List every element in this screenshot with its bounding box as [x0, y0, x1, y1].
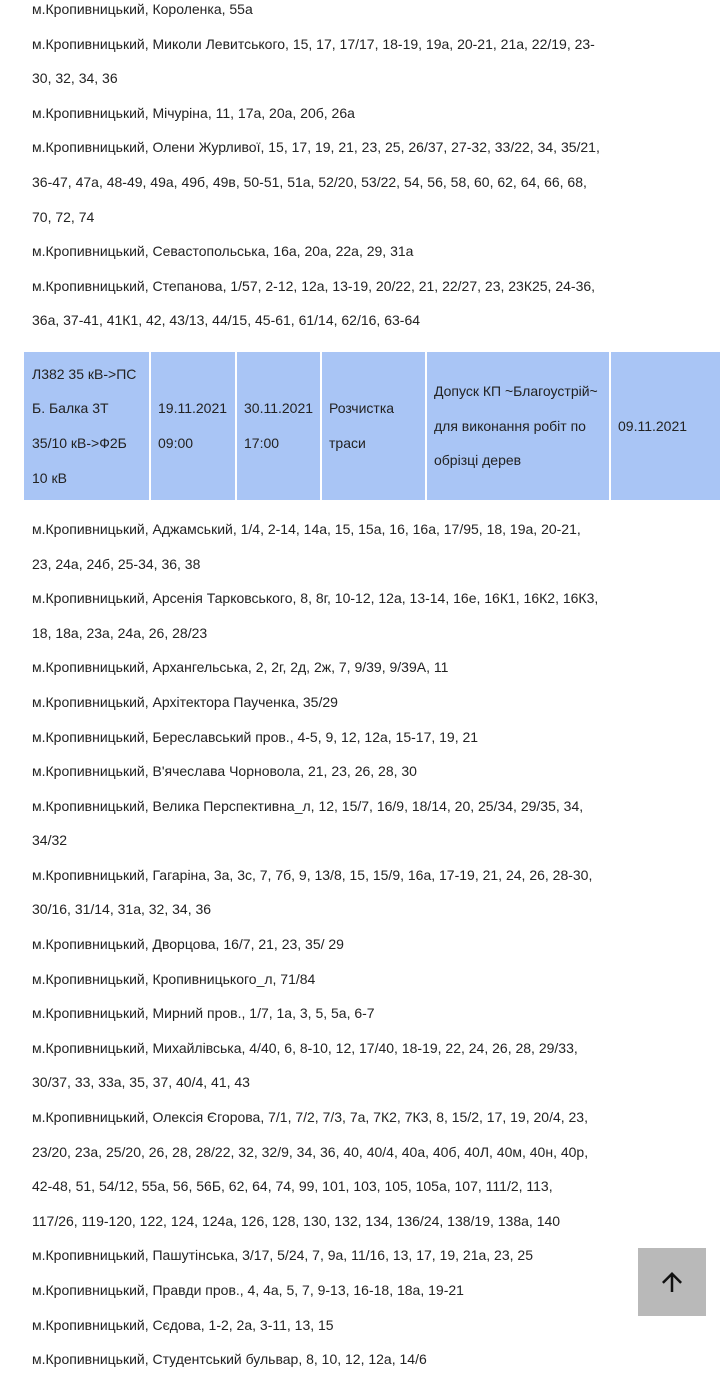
address-item: м.Кропивницький, Арсенія Тарковського, 8, 8г, 10-12, 12а, 13-14, 16е, 16К1, 16К2, 16К3, 18, 18а, 23а, 24а, 26, 28/23 [32, 590, 599, 641]
address-item: м.Кропивницький, Севастопольська, 16а, 20а, 22а, 29, 31а [32, 243, 414, 260]
address-item: м.Кропивницький, Гагаріна, 3а, 3с, 7, 7б, 9, 13/8, 15, 15/9, 16а, 17-19, 21, 24, 26, 28-30, 30/16, 31/14, 31а, 32, 34, 36 [32, 866, 593, 918]
address-item: м.Кропивницький, Мічуріна, 11, 17а, 20а, 20б, 26а [32, 104, 355, 121]
address-item: м.Кропивницький, Правди пров., 4, 4а, 5, 7, 9-13, 16-18, 18а, 19-21 [32, 1282, 464, 1298]
address-item: м.Кропивницький, Олени Журливої, 15, 17, 19, 21, 23, 25, 26/37, 27-32, 33/22, 34, 35/21, 36-47, 47а, 48-49, 49а, 49б, 49в, 50-51, 51а, 52/20, 53/22, 54, 56, 58, 60, 62, 64, 66, 68, 70, 72, 74 [32, 139, 600, 225]
address-item: м.Кропивницький, Дворцова, 16/7, 21, 23, 35/ 29 [32, 936, 344, 953]
arrow-up-icon [657, 1267, 687, 1297]
scroll-to-top-button[interactable] [638, 1248, 706, 1316]
address-item: м.Кропивницький, Велика Перспективна_л, 12, 15/7, 16/9, 18/14, 20, 25/34, 29/35, 34, 34/32 [32, 797, 584, 849]
outage-note: Допуск КП ~Благоустрій~ для виконання робіт по обрізці дерев [434, 383, 598, 469]
address-item: м.Кропивницький, Миколи Левитського, 15, 17, 17/17, 18-19, 19а, 20-21, 21а, 22/19, 23-30, 32, 34, 36 [32, 35, 595, 87]
address-item: м.Кропивницький, Сєдова, 1-2, 2а, 3-11, 13, 15 [32, 1316, 334, 1333]
address-item: м.Кропивницький, Михайлівська, 4/40, 6, 8-10, 12, 17/40, 18-19, 22, 24, 26, 28, 29/33, 30/37, 33, 33а, 35, 37, 40/4, 41, 43 [32, 1039, 578, 1091]
address-item: м.Кропивницький, Архітектора Паученка, 35/29 [32, 693, 338, 710]
outage-end: 30.11.2021 17:00 [244, 400, 314, 451]
address-item: м.Кропивницький, Береславський пров., 4-5, 9, 12, 12а, 15-17, 19, 21 [32, 728, 479, 745]
address-list-after [0, 512, 720, 1377]
outage-end-cell [235, 352, 320, 500]
address-item: м.Кропивницький, Олексія Єгорова, 7/1, 7/2, 7/3, 7а, 7К2, 7К3, 8, 15/2, 17, 19, 20/4, 23, 23/20, 23а, 25/20, 26, 28, 28/22, 32, 32/9, 34, 36, 40, 40/4, 40а, 40б, 40Л, 40м, 40н, 40р, 42-48, 51, 54/12, 55а, 56, 56Б, 62, 64, 74, 99, 101, 103, 105, 105а, 107, 111/2, 113, 117/26, 119-120, 122, 124, 124а, 126, 128, 130, 132, 134, 136/24, 138/19, 138а, 140 [32, 1109, 589, 1229]
address-item: м.Кропивницький, Студентський бульвар, 8, 10, 12, 12а, 14/6 [32, 1351, 427, 1368]
address-item: м.Кропивницький, Аджамський, 1/4, 2-14, 14а, 15, 15а, 16, 16а, 17/95, 18, 19а, 20-21, 23, 24а, 24б, 25-34, 36, 38 [32, 520, 581, 572]
address-item: м.Кропивницький, Пашутінська, 3/17, 5/24, 7, 9а, 11/16, 13, 17, 19, 21а, 23, 25 [32, 1247, 533, 1264]
outage-work-cell [320, 352, 425, 500]
outage-start: 19.11.2021 09:00 [158, 400, 228, 451]
outage-line-cell [24, 352, 149, 500]
outage-note-cell [425, 352, 609, 500]
outage-start-cell [149, 352, 235, 500]
address-item: м.Кропивницький, В'ячеслава Чорновола, 21, 23, 26, 28, 30 [32, 763, 417, 780]
outage-line: Л382 35 кВ->ПС Б. Балка 3Т 35/10 кВ->Ф2Б 10 кВ [32, 365, 137, 486]
outage-table-row [24, 350, 720, 502]
address-list-before [0, 0, 720, 338]
outage-work: Розчистка траси [329, 400, 395, 451]
address-item: м.Кропивницький, Степанова, 1/57, 2-12, 12а, 13-19, 20/22, 21, 22/27, 23, 23К25, 24-36, 36а, 37-41, 41К1, 42, 43/13, 44/15, 45-61, 61/14, 62/16, 63-64 [32, 277, 596, 329]
address-item: м.Кропивницький, Мирний пров., 1/7, 1а, 3, 5, 5а, 6-7 [32, 1005, 375, 1022]
outage-date: 09.11.2021 [618, 417, 688, 434]
address-item: м.Кропивницький, Архангельська, 2, 2г, 2д, 2ж, 7, 9/39, 9/39А, 11 [32, 659, 449, 676]
outage-date-cell [609, 352, 720, 500]
address-item: м.Кропивницький, Короленка, 55а [32, 1, 253, 17]
address-item: м.Кропивницький, Кропивницького_л, 71/84 [32, 970, 316, 987]
